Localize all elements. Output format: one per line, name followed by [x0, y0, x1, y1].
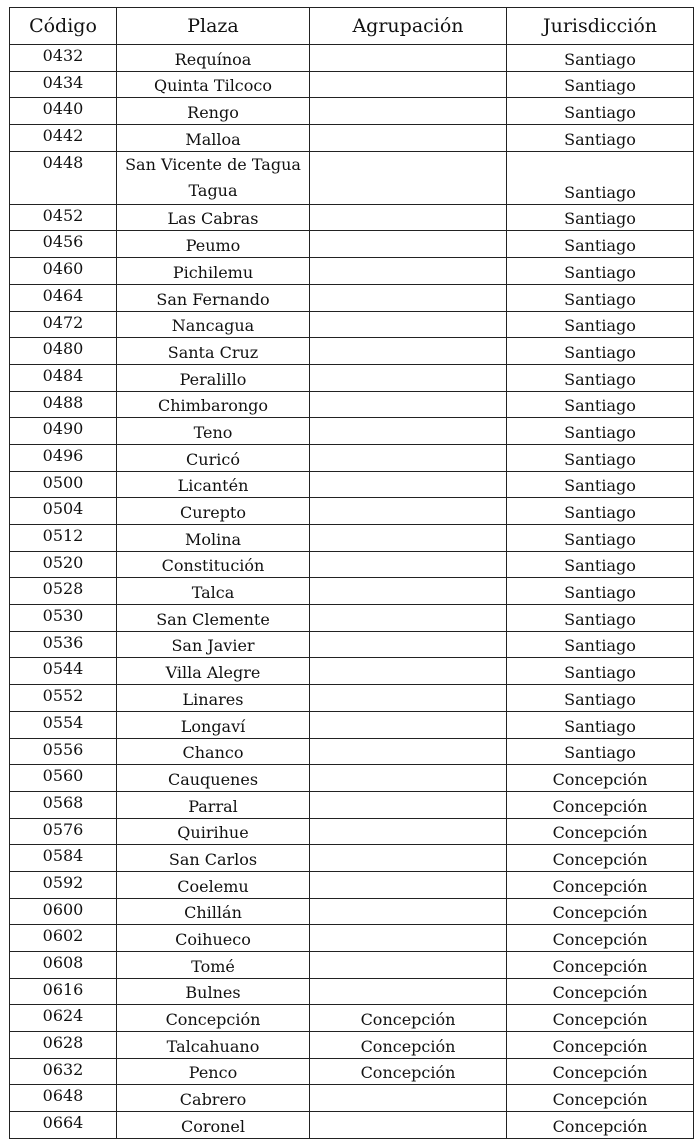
cell-codigo: 0488 [10, 391, 117, 418]
cell-plaza: Parral [117, 791, 310, 818]
cell-codigo: 0576 [10, 818, 117, 845]
table-row [10, 1112, 694, 1139]
table-row [10, 978, 694, 1005]
cell-codigo: 0512 [10, 525, 117, 552]
cell-jurisdiccion: Santiago [507, 631, 694, 658]
table-row [10, 98, 694, 125]
cell-agrupacion [310, 1112, 507, 1139]
cell-agrupacion [310, 231, 507, 258]
cell-agrupacion [310, 391, 507, 418]
cell-codigo: 0530 [10, 605, 117, 632]
cell-jurisdiccion: Santiago [507, 685, 694, 712]
cell-codigo: 0608 [10, 952, 117, 979]
cell-plaza: Quirihue [117, 818, 310, 845]
cell-jurisdiccion: Santiago [507, 311, 694, 338]
cell-plaza: Rengo [117, 98, 310, 125]
table-row [10, 338, 694, 365]
cell-plaza: Longaví [117, 711, 310, 738]
cell-plaza: San Javier [117, 631, 310, 658]
cell-codigo: 0490 [10, 418, 117, 445]
cell-codigo: 0456 [10, 231, 117, 258]
table-row [10, 125, 694, 152]
table-row [10, 1058, 694, 1085]
cell-plaza: Nancagua [117, 311, 310, 338]
cell-agrupacion [310, 711, 507, 738]
cell-agrupacion [310, 738, 507, 765]
cell-plaza: Constitución [117, 551, 310, 578]
table-row [10, 444, 694, 471]
cell-jurisdiccion: Santiago [507, 658, 694, 685]
cell-agrupacion: Concepción [310, 1058, 507, 1085]
table-row [10, 1032, 694, 1059]
cell-codigo: 0584 [10, 845, 117, 872]
cell-codigo: 0536 [10, 631, 117, 658]
cell-codigo: 0556 [10, 738, 117, 765]
cell-agrupacion [310, 871, 507, 898]
cell-agrupacion [310, 338, 507, 365]
cell-jurisdiccion: Santiago [507, 364, 694, 391]
cell-agrupacion [310, 791, 507, 818]
cell-codigo: 0434 [10, 71, 117, 98]
table-row [10, 231, 694, 258]
cell-jurisdiccion: Santiago [507, 711, 694, 738]
table-row [10, 952, 694, 979]
cell-plaza: Coihueco [117, 925, 310, 952]
cell-codigo: 0484 [10, 364, 117, 391]
cell-codigo: 0442 [10, 125, 117, 152]
cell-codigo: 0500 [10, 471, 117, 498]
cell-plaza: Cauquenes [117, 765, 310, 792]
cell-jurisdiccion: Santiago [507, 578, 694, 605]
cell-plaza: Licantén [117, 471, 310, 498]
cell-agrupacion [310, 605, 507, 632]
cell-agrupacion [310, 258, 507, 285]
cell-plaza: Linares [117, 685, 310, 712]
table-row [10, 898, 694, 925]
cell-codigo: 0624 [10, 1005, 117, 1032]
cell-plaza: Talcahuano [117, 1032, 310, 1059]
cell-jurisdiccion: Concepción [507, 978, 694, 1005]
cell-jurisdiccion: Concepción [507, 871, 694, 898]
cell-agrupacion [310, 71, 507, 98]
cell-jurisdiccion: Santiago [507, 338, 694, 365]
cell-codigo: 0628 [10, 1032, 117, 1059]
cell-plaza: Molina [117, 525, 310, 552]
table-row [10, 364, 694, 391]
cell-agrupacion [310, 98, 507, 125]
cell-plaza: Quinta Tilcoco [117, 71, 310, 98]
header-row [10, 8, 694, 45]
table-row [10, 631, 694, 658]
cell-agrupacion: Concepción [310, 1032, 507, 1059]
table-row [10, 818, 694, 845]
cell-codigo: 0568 [10, 791, 117, 818]
cell-agrupacion [310, 471, 507, 498]
cell-jurisdiccion: Concepción [507, 765, 694, 792]
table-row [10, 551, 694, 578]
cell-codigo: 0452 [10, 204, 117, 231]
cell-jurisdiccion: Santiago [507, 605, 694, 632]
cell-codigo: 0616 [10, 978, 117, 1005]
cell-agrupacion [310, 151, 507, 204]
cell-codigo: 0480 [10, 338, 117, 365]
cell-plaza: Teno [117, 418, 310, 445]
cell-codigo: 0664 [10, 1112, 117, 1139]
table-row [10, 711, 694, 738]
cell-jurisdiccion: Concepción [507, 1058, 694, 1085]
cell-codigo: 0440 [10, 98, 117, 125]
cell-codigo: 0554 [10, 711, 117, 738]
cell-codigo: 0472 [10, 311, 117, 338]
cell-agrupacion [310, 125, 507, 152]
cell-agrupacion [310, 364, 507, 391]
cell-codigo: 0496 [10, 444, 117, 471]
cell-jurisdiccion: Concepción [507, 845, 694, 872]
cell-plaza: Chillán [117, 898, 310, 925]
table-row [10, 258, 694, 285]
plazas-table [9, 7, 694, 1139]
cell-jurisdiccion: Santiago [507, 525, 694, 552]
cell-plaza: Chanco [117, 738, 310, 765]
table-row [10, 685, 694, 712]
cell-plaza: Coelemu [117, 871, 310, 898]
cell-agrupacion [310, 284, 507, 311]
cell-plaza: Santa Cruz [117, 338, 310, 365]
cell-jurisdiccion: Concepción [507, 952, 694, 979]
table-row [10, 45, 694, 72]
cell-agrupacion [310, 898, 507, 925]
cell-agrupacion: Concepción [310, 1005, 507, 1032]
cell-plaza: Bulnes [117, 978, 310, 1005]
cell-jurisdiccion: Concepción [507, 791, 694, 818]
cell-agrupacion [310, 418, 507, 445]
cell-codigo: 0520 [10, 551, 117, 578]
cell-plaza: Las Cabras [117, 204, 310, 231]
cell-plaza: San Fernando [117, 284, 310, 311]
cell-jurisdiccion: Santiago [507, 284, 694, 311]
cell-codigo: 0602 [10, 925, 117, 952]
cell-jurisdiccion: Santiago [507, 418, 694, 445]
cell-codigo: 0504 [10, 498, 117, 525]
header-agrupacion: Agrupación [310, 8, 507, 45]
table-row [10, 845, 694, 872]
cell-agrupacion [310, 311, 507, 338]
cell-jurisdiccion: Santiago [507, 71, 694, 98]
table-row [10, 925, 694, 952]
cell-agrupacion [310, 765, 507, 792]
table-row [10, 738, 694, 765]
cell-jurisdiccion: Santiago [507, 204, 694, 231]
cell-codigo: 0544 [10, 658, 117, 685]
cell-plaza: Penco [117, 1058, 310, 1085]
cell-agrupacion [310, 818, 507, 845]
cell-plaza: San Carlos [117, 845, 310, 872]
cell-jurisdiccion: Santiago [507, 258, 694, 285]
cell-jurisdiccion: Concepción [507, 898, 694, 925]
cell-plaza: Concepción [117, 1005, 310, 1032]
cell-agrupacion [310, 845, 507, 872]
cell-agrupacion [310, 525, 507, 552]
cell-plaza: Peralillo [117, 364, 310, 391]
cell-agrupacion [310, 444, 507, 471]
cell-jurisdiccion: Concepción [507, 925, 694, 952]
cell-agrupacion [310, 1085, 507, 1112]
cell-agrupacion [310, 498, 507, 525]
cell-jurisdiccion: Concepción [507, 1005, 694, 1032]
table-row [10, 791, 694, 818]
cell-jurisdiccion: Santiago [507, 231, 694, 258]
table-row [10, 71, 694, 98]
cell-jurisdiccion: Santiago [507, 444, 694, 471]
table-row [10, 311, 694, 338]
cell-plaza: Talca [117, 578, 310, 605]
cell-codigo: 0448 [10, 151, 117, 204]
cell-plaza: Curicó [117, 444, 310, 471]
cell-jurisdiccion: Santiago [507, 151, 694, 204]
cell-agrupacion [310, 978, 507, 1005]
table-row [10, 471, 694, 498]
cell-jurisdiccion: Santiago [507, 471, 694, 498]
cell-plaza: San Clemente [117, 605, 310, 632]
table-row [10, 1005, 694, 1032]
cell-codigo: 0592 [10, 871, 117, 898]
table-row [10, 658, 694, 685]
table-row [10, 1085, 694, 1112]
table-row [10, 418, 694, 445]
cell-plaza: Pichilemu [117, 258, 310, 285]
cell-jurisdiccion: Concepción [507, 1032, 694, 1059]
cell-plaza: Coronel [117, 1112, 310, 1139]
table-row [10, 871, 694, 898]
cell-codigo: 0552 [10, 685, 117, 712]
header-jurisdiccion: Jurisdicción [507, 8, 694, 45]
cell-jurisdiccion: Santiago [507, 125, 694, 152]
table-row [10, 605, 694, 632]
cell-agrupacion [310, 578, 507, 605]
cell-plaza: Requínoa [117, 45, 310, 72]
cell-codigo: 0432 [10, 45, 117, 72]
table-row [10, 204, 694, 231]
cell-agrupacion [310, 952, 507, 979]
cell-codigo: 0600 [10, 898, 117, 925]
cell-plaza: Curepto [117, 498, 310, 525]
table-row [10, 578, 694, 605]
table-row [10, 765, 694, 792]
table-row [10, 525, 694, 552]
cell-plaza: Villa Alegre [117, 658, 310, 685]
table-row [10, 391, 694, 418]
table-row [10, 284, 694, 311]
cell-jurisdiccion: Concepción [507, 1085, 694, 1112]
table-row [10, 151, 694, 204]
cell-agrupacion [310, 685, 507, 712]
cell-jurisdiccion: Santiago [507, 498, 694, 525]
cell-jurisdiccion: Santiago [507, 391, 694, 418]
cell-agrupacion [310, 551, 507, 578]
table-row [10, 498, 694, 525]
cell-jurisdiccion: Santiago [507, 98, 694, 125]
cell-plaza: San Vicente de Tagua Tagua [117, 151, 310, 204]
cell-jurisdiccion: Concepción [507, 1112, 694, 1139]
header-codigo: Código [10, 8, 117, 45]
cell-jurisdiccion: Santiago [507, 551, 694, 578]
cell-agrupacion [310, 45, 507, 72]
table-body [10, 45, 694, 1139]
header-plaza: Plaza [117, 8, 310, 45]
cell-codigo: 0632 [10, 1058, 117, 1085]
cell-plaza: Chimbarongo [117, 391, 310, 418]
cell-agrupacion [310, 658, 507, 685]
cell-plaza: Peumo [117, 231, 310, 258]
cell-codigo: 0648 [10, 1085, 117, 1112]
cell-jurisdiccion: Santiago [507, 738, 694, 765]
cell-jurisdiccion: Concepción [507, 818, 694, 845]
cell-agrupacion [310, 631, 507, 658]
cell-codigo: 0464 [10, 284, 117, 311]
cell-jurisdiccion: Santiago [507, 45, 694, 72]
cell-agrupacion [310, 925, 507, 952]
cell-plaza: Cabrero [117, 1085, 310, 1112]
cell-codigo: 0460 [10, 258, 117, 285]
cell-agrupacion [310, 204, 507, 231]
cell-codigo: 0560 [10, 765, 117, 792]
cell-codigo: 0528 [10, 578, 117, 605]
cell-plaza: Malloa [117, 125, 310, 152]
cell-plaza: Tomé [117, 952, 310, 979]
